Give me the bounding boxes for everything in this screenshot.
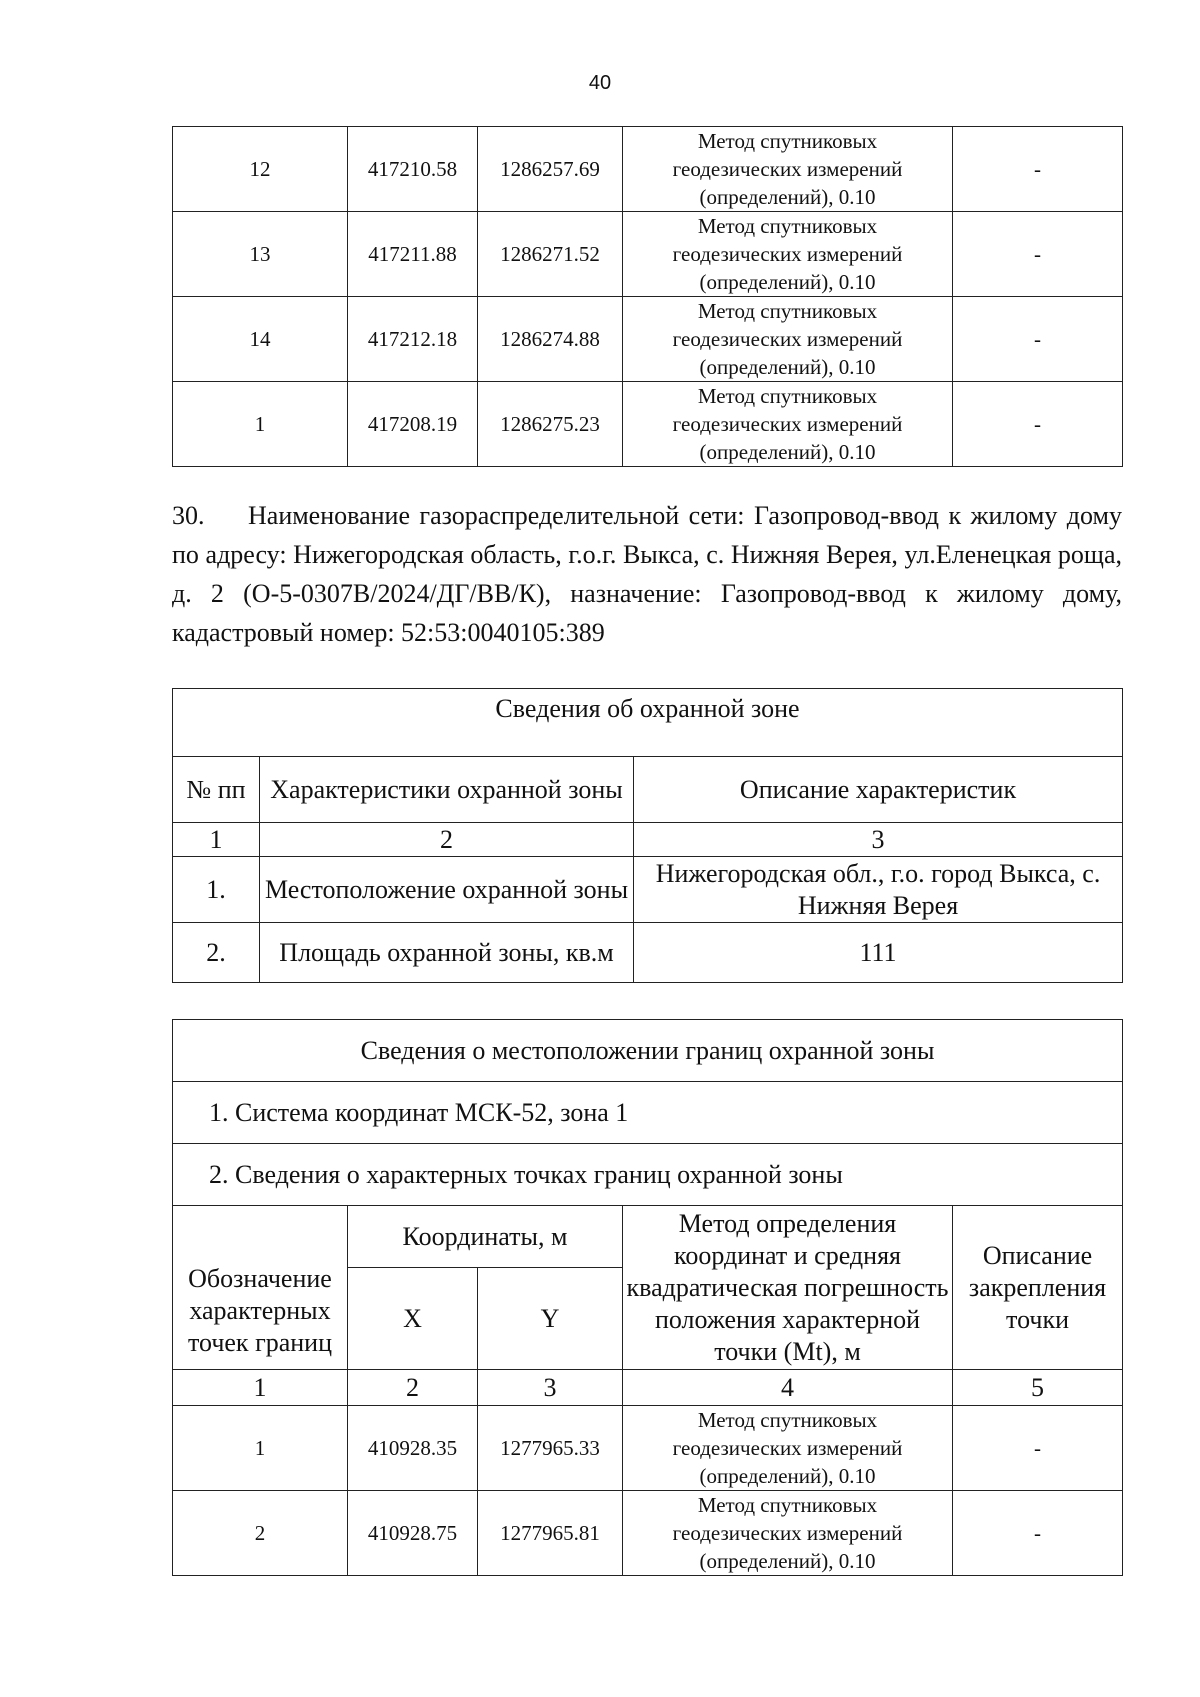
header-y: Y — [478, 1268, 623, 1370]
header-x: X — [348, 1268, 478, 1370]
zone-index-3: 3 — [634, 823, 1123, 857]
coordinate-row — [173, 1491, 1123, 1576]
points-section-title: 2. Сведения о характерных точках границ охранной зоны — [173, 1144, 1123, 1206]
bounds-table-title: Сведения о местоположении границ охранной зоны — [173, 1020, 1123, 1082]
fixing-description: - — [953, 212, 1123, 297]
paragraph-text: Наименование газораспределительной сети: Газопровод-ввод к жилому дому по адресу: Нижегородская область, г.о.г. Выкса, с. Нижняя Верея, ул.Еленецкая роща, д. 2 (О-5-0307В/2024/ДГ/ВВ/К), назначение: Газопровод-ввод к жилому дому, кадастровый номер: 52:53:0040105:389 — [172, 501, 1122, 647]
point-number: 14 — [173, 297, 348, 382]
header-coordinates: Координаты, м — [348, 1206, 623, 1268]
coord-x: 417210.58 — [348, 127, 478, 212]
protection-zone-table — [172, 688, 1123, 983]
bounds-index-3: 3 — [478, 1370, 623, 1406]
top-coordinates-table — [172, 126, 1123, 467]
zone-row-characteristic: Местоположение охранной зоны — [260, 857, 634, 923]
coord-y: 1277965.33 — [478, 1406, 623, 1491]
zone-header-number: № пп — [173, 757, 260, 823]
method-line: (определений), 0.10 — [699, 185, 876, 209]
method-cell — [623, 127, 953, 212]
method-cell — [623, 382, 953, 467]
method-line: геодезических измерений — [672, 1436, 903, 1460]
zone-header-characteristics: Характеристики охранной зоны — [260, 757, 634, 823]
zone-table-title: Сведения об охранной зоне — [173, 689, 1123, 757]
method-cell — [623, 1491, 953, 1576]
method-cell — [623, 212, 953, 297]
zone-header-description: Описание характеристик — [634, 757, 1123, 823]
fixing-description: - — [953, 1491, 1123, 1576]
header-fixing: Описание закрепления точки — [953, 1206, 1123, 1370]
method-line: геодезических измерений — [672, 242, 903, 266]
method-cell — [623, 1406, 953, 1491]
method-line: Метод спутниковых — [697, 384, 878, 408]
method-line: Метод спутниковых — [697, 299, 878, 323]
coordinate-row — [173, 127, 1123, 212]
method-cell — [623, 297, 953, 382]
fixing-description: - — [953, 382, 1123, 467]
method-line: (определений), 0.10 — [699, 440, 876, 464]
coord-x: 410928.75 — [348, 1491, 478, 1576]
coord-y: 1286271.52 — [478, 212, 623, 297]
coord-x: 417212.18 — [348, 297, 478, 382]
header-method: Метод определения координат и средняя квадратическая погрешность положения характерной точки (Mt), м — [623, 1206, 953, 1370]
coord-y: 1277965.81 — [478, 1491, 623, 1576]
coord-y: 1286257.69 — [478, 127, 623, 212]
method-line: Метод спутниковых — [697, 1408, 878, 1432]
fixing-description: - — [953, 1406, 1123, 1491]
coordinate-row — [173, 1406, 1123, 1491]
method-line: (определений), 0.10 — [699, 355, 876, 379]
zone-boundaries-table — [172, 1019, 1123, 1576]
zone-row-number: 2. — [173, 923, 260, 983]
coord-x: 410928.35 — [348, 1406, 478, 1491]
point-number: 13 — [173, 212, 348, 297]
bounds-index-4: 4 — [623, 1370, 953, 1406]
coord-y: 1286275.23 — [478, 382, 623, 467]
method-line: Метод спутниковых — [697, 1493, 878, 1517]
method-line: геодезических измерений — [672, 1521, 903, 1545]
coord-y: 1286274.88 — [478, 297, 623, 382]
coordinate-row — [173, 382, 1123, 467]
fixing-description: - — [953, 127, 1123, 212]
zone-row-description: 111 — [634, 923, 1123, 983]
method-line: геодезических измерений — [672, 412, 903, 436]
zone-row-characteristic: Площадь охранной зоны, кв.м — [260, 923, 634, 983]
coord-x: 417211.88 — [348, 212, 478, 297]
coordinate-system: 1. Система координат МСК-52, зона 1 — [173, 1082, 1123, 1144]
method-line: Метод спутниковых — [697, 129, 878, 153]
zone-row-number: 1. — [173, 857, 260, 923]
method-line: (определений), 0.10 — [699, 1464, 876, 1488]
bounds-index-1: 1 — [173, 1370, 348, 1406]
bounds-index-2: 2 — [348, 1370, 478, 1406]
method-line: геодезических измерений — [672, 327, 903, 351]
network-paragraph — [172, 496, 1122, 652]
header-designation: Обозначение характерных точек границ — [173, 1206, 348, 1370]
method-line: геодезических измерений — [672, 157, 903, 181]
page-number: 40 — [588, 72, 612, 94]
point-number: 2 — [173, 1491, 348, 1576]
point-number: 12 — [173, 127, 348, 212]
coord-x: 417208.19 — [348, 382, 478, 467]
method-line: Метод спутниковых — [697, 214, 878, 238]
bounds-index-5: 5 — [953, 1370, 1123, 1406]
zone-row-description: Нижегородская обл., г.о. город Выкса, с. Нижняя Верея — [634, 857, 1123, 923]
method-line: (определений), 0.10 — [699, 1549, 876, 1573]
paragraph-number: 30. — [172, 501, 205, 530]
point-number: 1 — [173, 1406, 348, 1491]
zone-index-1: 1 — [173, 823, 260, 857]
coordinate-row — [173, 212, 1123, 297]
method-line: (определений), 0.10 — [699, 270, 876, 294]
fixing-description: - — [953, 297, 1123, 382]
zone-index-2: 2 — [260, 823, 634, 857]
point-number: 1 — [173, 382, 348, 467]
coordinate-row — [173, 297, 1123, 382]
